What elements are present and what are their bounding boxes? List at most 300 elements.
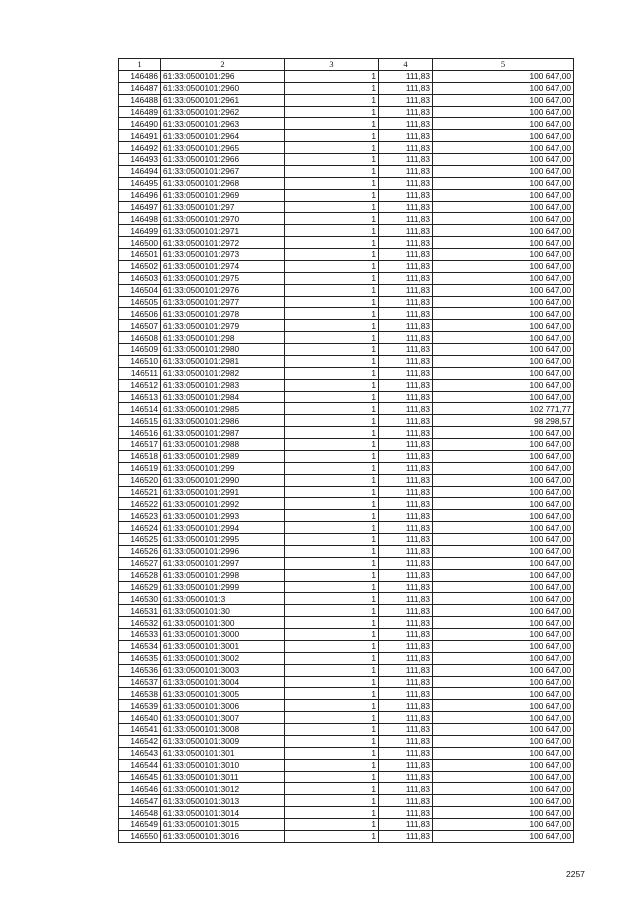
record-number-cell: 146507: [119, 320, 161, 332]
area-cell: 111,83: [379, 735, 433, 747]
cadastral-number-cell: 61:33:0500101:2991: [161, 486, 285, 498]
cadastral-number-cell: 61:33:0500101:3014: [161, 807, 285, 819]
record-number-cell: 146512: [119, 379, 161, 391]
count-cell: 1: [285, 391, 379, 403]
value-cell: 102 771,77: [433, 403, 574, 415]
area-cell: 111,83: [379, 545, 433, 557]
record-number-cell: 146543: [119, 747, 161, 759]
count-cell: 1: [285, 130, 379, 142]
area-cell: 111,83: [379, 403, 433, 415]
record-number-cell: 146531: [119, 605, 161, 617]
value-cell: 100 647,00: [433, 522, 574, 534]
area-cell: 111,83: [379, 106, 433, 118]
table-row: [119, 640, 574, 652]
area-cell: 111,83: [379, 569, 433, 581]
value-cell: 100 647,00: [433, 308, 574, 320]
value-cell: 100 647,00: [433, 320, 574, 332]
record-number-cell: 146540: [119, 712, 161, 724]
count-cell: 1: [285, 427, 379, 439]
column-header-4: 4: [379, 59, 433, 71]
area-cell: 111,83: [379, 795, 433, 807]
table-row: [119, 830, 574, 842]
count-cell: 1: [285, 629, 379, 641]
record-number-cell: 146516: [119, 427, 161, 439]
record-number-cell: 146500: [119, 237, 161, 249]
value-cell: 98 298,57: [433, 415, 574, 427]
value-cell: 100 647,00: [433, 427, 574, 439]
area-cell: 111,83: [379, 581, 433, 593]
area-cell: 111,83: [379, 557, 433, 569]
area-cell: 111,83: [379, 189, 433, 201]
record-number-cell: 146524: [119, 522, 161, 534]
area-cell: 111,83: [379, 237, 433, 249]
cadastral-number-cell: 61:33:0500101:3013: [161, 795, 285, 807]
count-cell: 1: [285, 272, 379, 284]
area-cell: 111,83: [379, 249, 433, 261]
record-number-cell: 146534: [119, 640, 161, 652]
record-number-cell: 146525: [119, 534, 161, 546]
table-row: [119, 557, 574, 569]
value-cell: 100 647,00: [433, 557, 574, 569]
count-cell: 1: [285, 260, 379, 272]
record-number-cell: 146520: [119, 474, 161, 486]
count-cell: 1: [285, 534, 379, 546]
cadastral-number-cell: 61:33:0500101:2971: [161, 225, 285, 237]
table-row: [119, 534, 574, 546]
cadastral-number-cell: 61:33:0500101:2973: [161, 249, 285, 261]
record-number-cell: 146522: [119, 498, 161, 510]
value-cell: 100 647,00: [433, 605, 574, 617]
cadastral-number-cell: 61:33:0500101:2987: [161, 427, 285, 439]
table-row: [119, 355, 574, 367]
table-row: [119, 605, 574, 617]
value-cell: 100 647,00: [433, 759, 574, 771]
table-row: [119, 688, 574, 700]
cadastral-number-cell: 61:33:0500101:2982: [161, 367, 285, 379]
value-cell: 100 647,00: [433, 830, 574, 842]
table-row: [119, 154, 574, 166]
record-number-cell: 146505: [119, 296, 161, 308]
area-cell: 111,83: [379, 498, 433, 510]
cadastral-number-cell: 61:33:0500101:3001: [161, 640, 285, 652]
record-number-cell: 146513: [119, 391, 161, 403]
area-cell: 111,83: [379, 522, 433, 534]
count-cell: 1: [285, 569, 379, 581]
cadastral-number-cell: 61:33:0500101:2974: [161, 260, 285, 272]
value-cell: 100 647,00: [433, 593, 574, 605]
cadastral-number-cell: 61:33:0500101:2969: [161, 189, 285, 201]
count-cell: 1: [285, 355, 379, 367]
record-number-cell: 146503: [119, 272, 161, 284]
count-cell: 1: [285, 486, 379, 498]
table-row: [119, 593, 574, 605]
value-cell: 100 647,00: [433, 747, 574, 759]
value-cell: 100 647,00: [433, 260, 574, 272]
value-cell: 100 647,00: [433, 284, 574, 296]
record-number-cell: 146502: [119, 260, 161, 272]
count-cell: 1: [285, 165, 379, 177]
table-row: [119, 272, 574, 284]
value-cell: 100 647,00: [433, 94, 574, 106]
area-cell: 111,83: [379, 712, 433, 724]
cadastral-number-cell: 61:33:0500101:2995: [161, 534, 285, 546]
cadastral-number-cell: 61:33:0500101:3012: [161, 783, 285, 795]
table-row: [119, 700, 574, 712]
record-number-cell: 146521: [119, 486, 161, 498]
value-cell: 100 647,00: [433, 652, 574, 664]
record-number-cell: 146535: [119, 652, 161, 664]
count-cell: 1: [285, 106, 379, 118]
table-row: [119, 82, 574, 94]
count-cell: 1: [285, 522, 379, 534]
record-number-cell: 146511: [119, 367, 161, 379]
cadastral-number-cell: 61:33:0500101:2967: [161, 165, 285, 177]
record-number-cell: 146515: [119, 415, 161, 427]
value-cell: 100 647,00: [433, 688, 574, 700]
record-number-cell: 146504: [119, 284, 161, 296]
value-cell: 100 647,00: [433, 439, 574, 451]
record-number-cell: 146510: [119, 355, 161, 367]
table-row: [119, 296, 574, 308]
record-number-cell: 146548: [119, 807, 161, 819]
count-cell: 1: [285, 700, 379, 712]
count-cell: 1: [285, 201, 379, 213]
record-number-cell: 146518: [119, 450, 161, 462]
table-row: [119, 783, 574, 795]
record-number-cell: 146530: [119, 593, 161, 605]
value-cell: 100 647,00: [433, 771, 574, 783]
cadastral-number-cell: 61:33:0500101:3002: [161, 652, 285, 664]
area-cell: 111,83: [379, 367, 433, 379]
value-cell: 100 647,00: [433, 700, 574, 712]
area-cell: 111,83: [379, 534, 433, 546]
value-cell: 100 647,00: [433, 391, 574, 403]
area-cell: 111,83: [379, 617, 433, 629]
table-row: [119, 130, 574, 142]
table-row: [119, 545, 574, 557]
table-row: [119, 177, 574, 189]
table-row: [119, 771, 574, 783]
area-cell: 111,83: [379, 474, 433, 486]
table-row: [119, 617, 574, 629]
value-cell: 100 647,00: [433, 70, 574, 82]
table-row: [119, 201, 574, 213]
cadastral-number-cell: 61:33:0500101:2977: [161, 296, 285, 308]
record-number-cell: 146542: [119, 735, 161, 747]
cadastral-number-cell: 61:33:0500101:2976: [161, 284, 285, 296]
cadastral-number-cell: 61:33:0500101:2979: [161, 320, 285, 332]
record-number-cell: 146486: [119, 70, 161, 82]
cadastral-number-cell: 61:33:0500101:3010: [161, 759, 285, 771]
cadastral-number-cell: 61:33:0500101:301: [161, 747, 285, 759]
area-cell: 111,83: [379, 676, 433, 688]
area-cell: 111,83: [379, 379, 433, 391]
area-cell: 111,83: [379, 439, 433, 451]
cadastral-number-cell: 61:33:0500101:2964: [161, 130, 285, 142]
value-cell: 100 647,00: [433, 177, 574, 189]
value-cell: 100 647,00: [433, 640, 574, 652]
column-header-5: 5: [433, 59, 574, 71]
value-cell: 100 647,00: [433, 545, 574, 557]
value-cell: 100 647,00: [433, 213, 574, 225]
record-number-cell: 146541: [119, 724, 161, 736]
record-number-cell: 146487: [119, 82, 161, 94]
count-cell: 1: [285, 284, 379, 296]
area-cell: 111,83: [379, 427, 433, 439]
value-cell: 100 647,00: [433, 165, 574, 177]
table-row: [119, 403, 574, 415]
cadastral-number-cell: 61:33:0500101:2992: [161, 498, 285, 510]
cadastral-number-cell: 61:33:0500101:2970: [161, 213, 285, 225]
cadastral-number-cell: 61:33:0500101:3006: [161, 700, 285, 712]
record-number-cell: 146519: [119, 462, 161, 474]
count-cell: 1: [285, 118, 379, 130]
value-cell: 100 647,00: [433, 355, 574, 367]
record-number-cell: 146538: [119, 688, 161, 700]
record-number-cell: 146549: [119, 819, 161, 831]
value-cell: 100 647,00: [433, 510, 574, 522]
table-row: [119, 664, 574, 676]
count-cell: 1: [285, 664, 379, 676]
count-cell: 1: [285, 462, 379, 474]
cadastral-number-cell: 61:33:0500101:2962: [161, 106, 285, 118]
cadastral-number-cell: 61:33:0500101:3: [161, 593, 285, 605]
cadastral-number-cell: 61:33:0500101:2985: [161, 403, 285, 415]
area-cell: 111,83: [379, 593, 433, 605]
record-number-cell: 146539: [119, 700, 161, 712]
cadastral-number-cell: 61:33:0500101:2984: [161, 391, 285, 403]
value-cell: 100 647,00: [433, 118, 574, 130]
record-number-cell: 146498: [119, 213, 161, 225]
count-cell: 1: [285, 510, 379, 522]
table-row: [119, 308, 574, 320]
area-cell: 111,83: [379, 154, 433, 166]
column-header-2: 2: [161, 59, 285, 71]
area-cell: 111,83: [379, 783, 433, 795]
record-number-cell: 146545: [119, 771, 161, 783]
cadastral-number-cell: 61:33:0500101:2981: [161, 355, 285, 367]
table-row: [119, 344, 574, 356]
count-cell: 1: [285, 403, 379, 415]
cadastral-number-cell: 61:33:0500101:3007: [161, 712, 285, 724]
table-row: [119, 427, 574, 439]
table-row: [119, 759, 574, 771]
cadastral-number-cell: 61:33:0500101:3005: [161, 688, 285, 700]
record-number-cell: 146536: [119, 664, 161, 676]
record-number-cell: 146491: [119, 130, 161, 142]
count-cell: 1: [285, 213, 379, 225]
count-cell: 1: [285, 557, 379, 569]
count-cell: 1: [285, 724, 379, 736]
record-number-cell: 146526: [119, 545, 161, 557]
area-cell: 111,83: [379, 771, 433, 783]
area-cell: 111,83: [379, 213, 433, 225]
value-cell: 100 647,00: [433, 379, 574, 391]
cadastral-number-cell: 61:33:0500101:297: [161, 201, 285, 213]
record-number-cell: 146493: [119, 154, 161, 166]
area-cell: 111,83: [379, 724, 433, 736]
count-cell: 1: [285, 344, 379, 356]
count-cell: 1: [285, 237, 379, 249]
value-cell: 100 647,00: [433, 807, 574, 819]
value-cell: 100 647,00: [433, 569, 574, 581]
table-row: [119, 629, 574, 641]
value-cell: 100 647,00: [433, 462, 574, 474]
column-header-3: 3: [285, 59, 379, 71]
cadastral-number-cell: 61:33:0500101:2980: [161, 344, 285, 356]
record-number-cell: 146544: [119, 759, 161, 771]
table-row: [119, 118, 574, 130]
cadastral-number-cell: 61:33:0500101:3015: [161, 819, 285, 831]
table-row: [119, 462, 574, 474]
count-cell: 1: [285, 415, 379, 427]
cadastral-number-cell: 61:33:0500101:3016: [161, 830, 285, 842]
count-cell: 1: [285, 807, 379, 819]
record-number-cell: 146509: [119, 344, 161, 356]
cadastral-number-cell: 61:33:0500101:2996: [161, 545, 285, 557]
table-row: [119, 652, 574, 664]
area-cell: 111,83: [379, 462, 433, 474]
count-cell: 1: [285, 177, 379, 189]
record-number-cell: 146537: [119, 676, 161, 688]
value-cell: 100 647,00: [433, 367, 574, 379]
area-cell: 111,83: [379, 355, 433, 367]
value-cell: 100 647,00: [433, 581, 574, 593]
count-cell: 1: [285, 617, 379, 629]
value-cell: 100 647,00: [433, 142, 574, 154]
count-cell: 1: [285, 652, 379, 664]
table-row: [119, 391, 574, 403]
cadastral-number-cell: 61:33:0500101:299: [161, 462, 285, 474]
table-row: [119, 260, 574, 272]
cadastral-number-cell: 61:33:0500101:30: [161, 605, 285, 617]
cadastral-number-cell: 61:33:0500101:2999: [161, 581, 285, 593]
cadastral-number-cell: 61:33:0500101:2968: [161, 177, 285, 189]
count-cell: 1: [285, 439, 379, 451]
table-row: [119, 474, 574, 486]
registry-table: [118, 58, 574, 843]
count-cell: 1: [285, 308, 379, 320]
area-cell: 111,83: [379, 652, 433, 664]
area-cell: 111,83: [379, 747, 433, 759]
count-cell: 1: [285, 225, 379, 237]
record-number-cell: 146547: [119, 795, 161, 807]
table-row: [119, 165, 574, 177]
count-cell: 1: [285, 593, 379, 605]
table-row: [119, 747, 574, 759]
value-cell: 100 647,00: [433, 189, 574, 201]
count-cell: 1: [285, 142, 379, 154]
value-cell: 100 647,00: [433, 237, 574, 249]
table-row: [119, 237, 574, 249]
record-number-cell: 146495: [119, 177, 161, 189]
count-cell: 1: [285, 94, 379, 106]
cadastral-number-cell: 61:33:0500101:2997: [161, 557, 285, 569]
count-cell: 1: [285, 367, 379, 379]
value-cell: 100 647,00: [433, 82, 574, 94]
count-cell: 1: [285, 498, 379, 510]
count-cell: 1: [285, 379, 379, 391]
cadastral-number-cell: 61:33:0500101:298: [161, 332, 285, 344]
cadastral-number-cell: 61:33:0500101:3009: [161, 735, 285, 747]
count-cell: 1: [285, 747, 379, 759]
count-cell: 1: [285, 545, 379, 557]
count-cell: 1: [285, 450, 379, 462]
cadastral-number-cell: 61:33:0500101:2986: [161, 415, 285, 427]
cadastral-number-cell: 61:33:0500101:2963: [161, 118, 285, 130]
cadastral-number-cell: 61:33:0500101:2978: [161, 308, 285, 320]
table-row: [119, 510, 574, 522]
record-number-cell: 146496: [119, 189, 161, 201]
table-row: [119, 522, 574, 534]
count-cell: 1: [285, 819, 379, 831]
area-cell: 111,83: [379, 308, 433, 320]
table-row: [119, 735, 574, 747]
value-cell: 100 647,00: [433, 450, 574, 462]
value-cell: 100 647,00: [433, 819, 574, 831]
value-cell: 100 647,00: [433, 783, 574, 795]
area-cell: 111,83: [379, 177, 433, 189]
count-cell: 1: [285, 640, 379, 652]
value-cell: 100 647,00: [433, 130, 574, 142]
area-cell: 111,83: [379, 272, 433, 284]
area-cell: 111,83: [379, 320, 433, 332]
table-row: [119, 676, 574, 688]
table-row: [119, 367, 574, 379]
record-number-cell: 146523: [119, 510, 161, 522]
count-cell: 1: [285, 154, 379, 166]
area-cell: 111,83: [379, 807, 433, 819]
value-cell: 100 647,00: [433, 712, 574, 724]
cadastral-number-cell: 61:33:0500101:2960: [161, 82, 285, 94]
cadastral-number-cell: 61:33:0500101:2972: [161, 237, 285, 249]
area-cell: 111,83: [379, 486, 433, 498]
record-number-cell: 146492: [119, 142, 161, 154]
value-cell: 100 647,00: [433, 249, 574, 261]
cadastral-number-cell: 61:33:0500101:2983: [161, 379, 285, 391]
area-cell: 111,83: [379, 332, 433, 344]
record-number-cell: 146546: [119, 783, 161, 795]
table-row: [119, 439, 574, 451]
record-number-cell: 146490: [119, 118, 161, 130]
area-cell: 111,83: [379, 819, 433, 831]
record-number-cell: 146529: [119, 581, 161, 593]
area-cell: 111,83: [379, 130, 433, 142]
cadastral-number-cell: 61:33:0500101:296: [161, 70, 285, 82]
table-row: [119, 320, 574, 332]
cadastral-number-cell: 61:33:0500101:2998: [161, 569, 285, 581]
record-number-cell: 146494: [119, 165, 161, 177]
area-cell: 111,83: [379, 759, 433, 771]
record-number-cell: 146517: [119, 439, 161, 451]
value-cell: 100 647,00: [433, 795, 574, 807]
table-row: [119, 415, 574, 427]
table-row: [119, 189, 574, 201]
count-cell: 1: [285, 581, 379, 593]
table-row: [119, 213, 574, 225]
table-row: [119, 70, 574, 82]
table-row: [119, 106, 574, 118]
value-cell: 100 647,00: [433, 664, 574, 676]
count-cell: 1: [285, 783, 379, 795]
cadastral-number-cell: 61:33:0500101:2961: [161, 94, 285, 106]
area-cell: 111,83: [379, 142, 433, 154]
record-number-cell: 146533: [119, 629, 161, 641]
area-cell: 111,83: [379, 700, 433, 712]
table-row: [119, 819, 574, 831]
count-cell: 1: [285, 82, 379, 94]
table-row: [119, 249, 574, 261]
